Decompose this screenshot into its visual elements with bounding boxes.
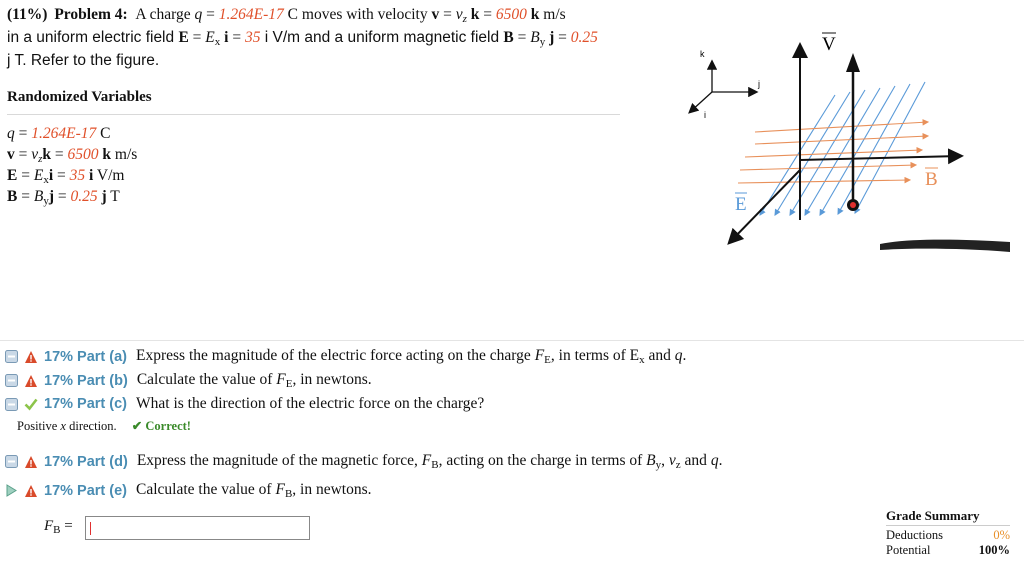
text: , acting on the charge in terms of [438, 452, 647, 469]
q-value: 1.264E-17 [218, 6, 284, 23]
text: = [64, 518, 73, 534]
sub: x [214, 36, 221, 48]
text: Calculate the value of [136, 481, 276, 498]
part-a-row[interactable] [5, 347, 686, 366]
sub: B [284, 488, 293, 500]
sub: z [462, 13, 467, 25]
sub: y [539, 36, 546, 48]
unit: C [100, 125, 111, 142]
deductions-label: Deductions [886, 528, 943, 542]
checkmark-icon [24, 397, 38, 411]
sub: B [431, 459, 439, 471]
sym: q [710, 452, 719, 469]
Ex-symbol: E [205, 29, 215, 46]
var-E: $E = E_xi = 35$ i V/m [7, 167, 125, 186]
sub: y [655, 459, 662, 471]
text: C moves with velocity [283, 6, 432, 23]
text-caret [90, 522, 91, 535]
B-value: 0.25 [570, 29, 598, 46]
problem-line-3: j T. Refer to the figure. [7, 52, 160, 69]
E-symbol: E [178, 29, 189, 46]
text: , in terms of E [550, 347, 640, 364]
deductions-row [886, 528, 1010, 543]
j-symbol: j [549, 29, 555, 46]
vz-symbol: v [455, 6, 463, 23]
sym: B [646, 452, 656, 469]
potential-label: Potential [886, 543, 931, 557]
grade-summary-title: Grade Summary [886, 508, 1010, 526]
correct-status: ✔ Correct! [131, 419, 191, 433]
text: in a uniform electric field [7, 29, 179, 46]
E-value: 35 [244, 29, 261, 46]
sym: F [276, 371, 286, 388]
q-value: 1.264E-17 [31, 125, 97, 142]
text: direction. [69, 419, 117, 433]
expand-arrow-icon[interactable] [5, 484, 18, 497]
randomized-heading: Randomized Variables [7, 89, 152, 105]
parts-divider [0, 340, 1024, 341]
collapse-icon[interactable] [5, 455, 18, 468]
B-symbol: B [503, 29, 514, 46]
part-c-text: What is the direction of the electric force on the charge? [136, 395, 485, 412]
part-d-text: Express the magnitude of the magnetic force, $F_B$, acting on the charge in terms of $B_y$, $v_z$ and q. [136, 452, 723, 471]
part-d-row[interactable] [5, 452, 722, 471]
grade-summary [886, 508, 1010, 558]
axis-i-label: i [704, 110, 706, 120]
text: and [680, 452, 711, 469]
velocity-arrowhead [846, 53, 860, 72]
deductions-value: 0% [993, 528, 1010, 542]
axis-j-label: j [758, 79, 760, 89]
part-a-text [136, 347, 686, 366]
problem-percent: (11%) [7, 6, 48, 23]
problem-line-1: (11%) Problem 4: A charge q = 1.264E-17 C moves with velocity $v = v_z$ k = 6500 k m/s [7, 6, 566, 25]
sub: z [675, 459, 681, 471]
sym: F [44, 518, 54, 534]
text: = [202, 6, 219, 23]
B-value: 0.25 [70, 188, 98, 205]
potential-row [886, 543, 1010, 558]
magnetic-field-lines [738, 122, 928, 183]
By-symbol: B [530, 29, 540, 46]
text: , in newtons. [292, 371, 372, 388]
text: A charge [135, 6, 195, 23]
k-symbol: k [470, 6, 480, 23]
sub: x [639, 354, 645, 366]
part-c-row[interactable] [5, 395, 484, 413]
label-B: B [925, 169, 938, 190]
v-symbol: v [431, 6, 440, 23]
text: Express the magnitude of the magnetic force, [136, 452, 422, 469]
part-a-label[interactable]: 17% Part (a) [44, 348, 128, 365]
part-e-row[interactable] [5, 481, 372, 500]
sym: F [421, 452, 432, 469]
q-symbol: q [194, 6, 203, 23]
sub: E [285, 378, 293, 390]
part-b-label[interactable]: 17% Part (b) [44, 372, 128, 389]
text: i V/m and a uniform magnetic field [260, 29, 504, 46]
part-c-label[interactable]: 17% Part (c) [44, 396, 128, 412]
divider [7, 114, 620, 115]
sym: F [275, 481, 285, 498]
text: Express the magnitude of the electric force acting on the charge [136, 347, 535, 364]
problem-title: Problem 4: [54, 6, 128, 23]
sub: B [53, 524, 61, 536]
warning-icon [24, 350, 38, 364]
sym: q [674, 347, 683, 364]
answer-field-label [44, 518, 73, 536]
label-V: V [822, 34, 836, 55]
collapse-icon[interactable] [5, 398, 18, 411]
part-d-label[interactable]: 17% Part (d) [44, 453, 128, 470]
part-c-answer [17, 418, 191, 434]
sym: v [668, 452, 676, 469]
axis-k-label: k [700, 49, 705, 59]
text: . [718, 452, 723, 469]
var-B: $B = B_yj = 0.25$ j T [7, 188, 120, 207]
text: x [60, 419, 66, 433]
text: , in newtons. [292, 481, 372, 498]
text: Calculate the value of [136, 371, 277, 388]
unit: V/m [96, 167, 125, 184]
answer-input[interactable] [85, 516, 310, 540]
warning-icon [24, 484, 38, 498]
v-value: 6500 [67, 146, 99, 163]
electric-field-lines [760, 82, 925, 215]
part-e-label[interactable]: 17% Part (e) [44, 482, 128, 499]
physics-figure [660, 20, 1024, 260]
E-value: 35 [69, 167, 86, 184]
part-b-row[interactable] [5, 371, 372, 390]
warning-icon [24, 455, 38, 469]
var-v: $v = v_zk = 6500$ k m/s [7, 146, 138, 165]
text: . [682, 347, 687, 364]
part-e-text [136, 481, 371, 500]
part-b-text [137, 371, 372, 390]
problem-line-2: in a uniform electric field $E = E_x$ i = 35 i V/m and a uniform magnetic field $B = B_y$ j = 0.25 [7, 29, 598, 48]
collapse-icon[interactable] [5, 374, 18, 387]
scribble-mark [880, 240, 1010, 252]
unit: T [110, 188, 120, 205]
v-value: 6500 [495, 6, 527, 23]
axis-triad [690, 49, 760, 120]
label-E: E [735, 194, 747, 215]
var-q: q = 1.264E-17 C [7, 125, 111, 142]
sub: E [544, 354, 551, 366]
i-symbol: i [224, 29, 229, 46]
text: Positive [17, 419, 58, 433]
text: and [644, 347, 675, 364]
potential-value: 100% [978, 543, 1010, 557]
collapse-icon[interactable] [5, 350, 18, 363]
warning-icon [24, 374, 38, 388]
sym: F [534, 347, 545, 364]
